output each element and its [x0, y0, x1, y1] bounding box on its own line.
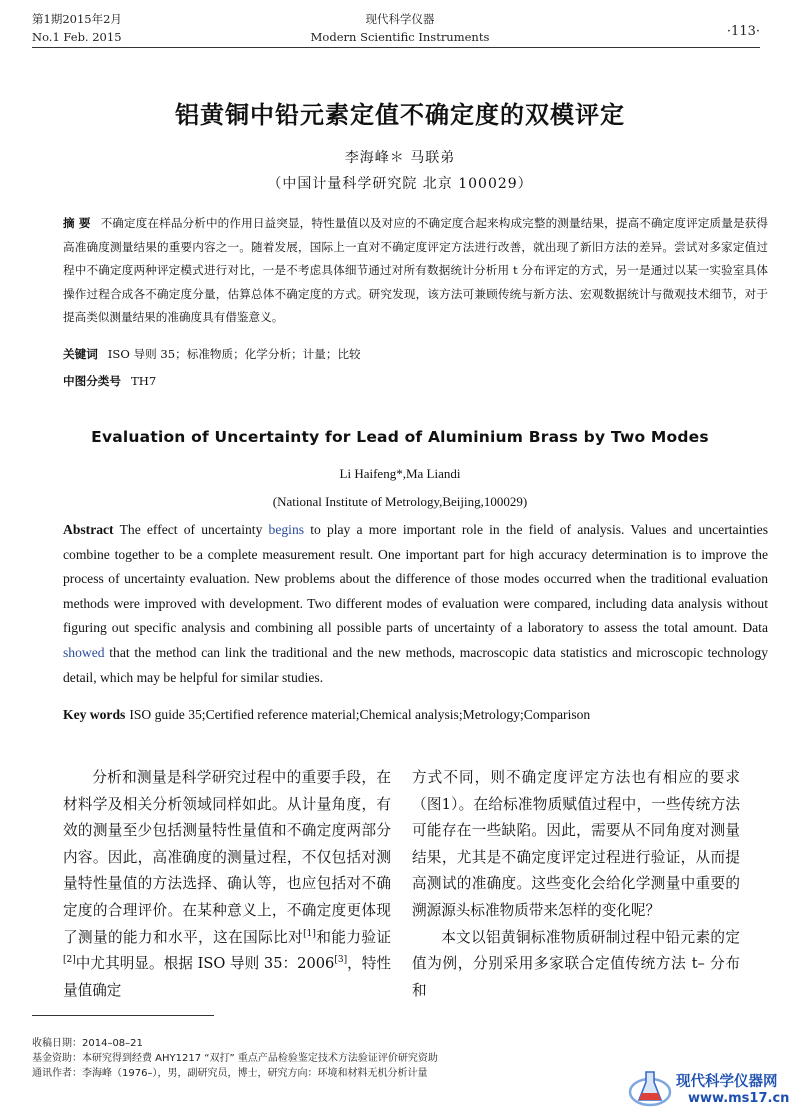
abstract-label-cn: 摘 要	[63, 216, 91, 230]
running-header-journal	[0, 10, 800, 46]
body-text: 和能力验证	[315, 928, 391, 946]
classification-label-cn: 中图分类号	[63, 374, 121, 388]
citation-ref[interactable]: [1]	[303, 928, 316, 939]
classification-cn	[63, 373, 156, 389]
keywords-label-cn: 关键词	[63, 347, 98, 361]
abstract-cn	[63, 212, 768, 330]
authors-en: Li Haifeng*,Ma Liandi	[339, 466, 461, 481]
body-paragraph	[63, 765, 391, 1004]
keywords-cn	[63, 346, 361, 362]
journal-cn: 现代科学仪器	[365, 12, 435, 26]
body-text: 中尤其明显。根据 ISO 导则 35：2006	[75, 955, 335, 973]
keywords-en	[63, 707, 590, 723]
affiliation-cn: （中国计量科学研究院 北京 100029）	[267, 176, 533, 192]
abstract-en-part3: that the method can link the traditional and the new methods, macroscopic data statistics and microscopic technology detail, which may be helpful for similar studies.	[63, 644, 768, 685]
authors-cn: 李海峰＊ 马联弟	[344, 150, 456, 166]
citation-ref[interactable]: [3]	[334, 955, 348, 966]
abstract-en-highlight-begins: begins	[268, 522, 305, 537]
paper-title-cn: 铝黄铜中铅元素定值不确定度的双模评定	[175, 100, 625, 129]
body-column-left	[63, 765, 391, 1004]
page-number: ·113·	[726, 24, 760, 39]
keywords-text-en: ISO guide 35;Certified reference material;Chemical analysis;Metrology;Comparison	[129, 707, 591, 722]
footnote-received: 收稿日期：2014–08–21	[32, 1038, 143, 1049]
flask-logo-icon	[628, 1066, 672, 1110]
watermark-name: 现代科学仪器网	[676, 1074, 778, 1090]
body-text: ，特性量值确定	[63, 955, 391, 999]
journal-en: Modern Scientific Instruments	[310, 30, 490, 44]
abstract-en	[63, 518, 768, 690]
abstract-en-highlight-showed: showed	[63, 644, 105, 660]
paper-title-en: Evaluation of Uncertainty for Lead of Aluminium Brass by Two Modes	[91, 428, 709, 446]
abstract-en-part1: The effect of uncertainty	[119, 522, 269, 537]
footnote-author: 通讯作者：李海峰（1976–），男，副研究员，博士，研究方向：环境和材料无机分析计量	[32, 1068, 428, 1079]
affiliation-en: (National Institute of Metrology,Beijing,100029)	[272, 494, 528, 509]
citation-ref[interactable]: [2]	[63, 955, 76, 966]
abstract-text-cn: 不确定度在样品分析中的作用日益突显，特性量值以及对应的不确定度合起来构成完整的测量结果，提高不确定度评定质量是获得高准确度测量结果的重要内容之一。随着发展，国际上一直对不确定度评定方法进行改善，就出现了新旧方法的差异。尝试对多家定值过程中不确定度两种评定模式进行对比，一是不考虑具体细节通过对所有数据统计分析用 t 分布评定的方式，另一是通过以某一实验室具体操作过程合成各不确定度分量，估算总体不确定度的方式。研究发现，该方法可兼顾传统与新方法、宏观数据统计与微观技术细节，对于提高类似测量结果的准确度具有借鉴意义。	[63, 216, 768, 325]
footnote-funding: 基金资助：本研究得到经费 AHY1217 “双打” 重点产品检验鉴定技术方法验证评价研究资助	[32, 1053, 438, 1064]
watermark-url: www.ms17.cn	[688, 1091, 790, 1106]
classification-code: TH7	[130, 374, 157, 388]
body-text: 分析和测量是科学研究过程中的重要手段，在材料学及相关分析领域同样如此。从计量角度，有效的测量至少包括测量特性量值和不确定度两部分内容。因此，高准确度的测量过程，不仅包括对测量特性量值的方法选择、确认等，也应包括对不确定度的合理评价。在某种意义上，不确定度更体现了测量的能力和水平，这在国际比对	[63, 769, 391, 946]
body-column-right	[412, 765, 740, 1004]
footnotes	[32, 1036, 438, 1081]
keywords-label-en: Key words	[63, 707, 126, 722]
keywords-text-cn: ISO 导则 35；标准物质；化学分析；计量；比较	[107, 347, 361, 361]
body-paragraph: 本文以铝黄铜标准物质研制过程中铅元素的定值为例，分别采用多家联合定值传统方法 t– 分布和	[412, 928, 740, 999]
abstract-en-part2: to play a more important role in the field of analysis. Values and uncertainties combine together to be a complete measurement result. One important part for high accuracy determination is to improve the process of uncertainty evaluation. New problems about the difference of those modes occurred when the traditional evaluation methods were improved with development. Two different modes of evaluation were compared, including data analysis without figuring out specific analysis and combining all possible parts of uncertainty of a laboratory to assess the total amount. Data	[63, 522, 768, 636]
body-paragraph: 方式不同，则不确定度评定方法也有相应的要求（图1）。在给标准物质赋值过程中，一些传统方法可能存在一些缺陷。因此，需要从不同角度对测量结果，尤其是不确定度评定过程进行验证，从而提高测试的准确度。这些变化会给化学测量中重要的溯源源头标准物质带来怎样的变化呢？	[412, 769, 740, 919]
site-watermark	[628, 1062, 798, 1112]
issue-cn: 第1期2015年2月	[32, 12, 122, 26]
abstract-label-en: Abstract	[63, 522, 114, 537]
header-rule	[32, 47, 760, 48]
footnote-rule	[32, 1015, 214, 1016]
issue-en: No.1 Feb. 2015	[32, 30, 122, 44]
